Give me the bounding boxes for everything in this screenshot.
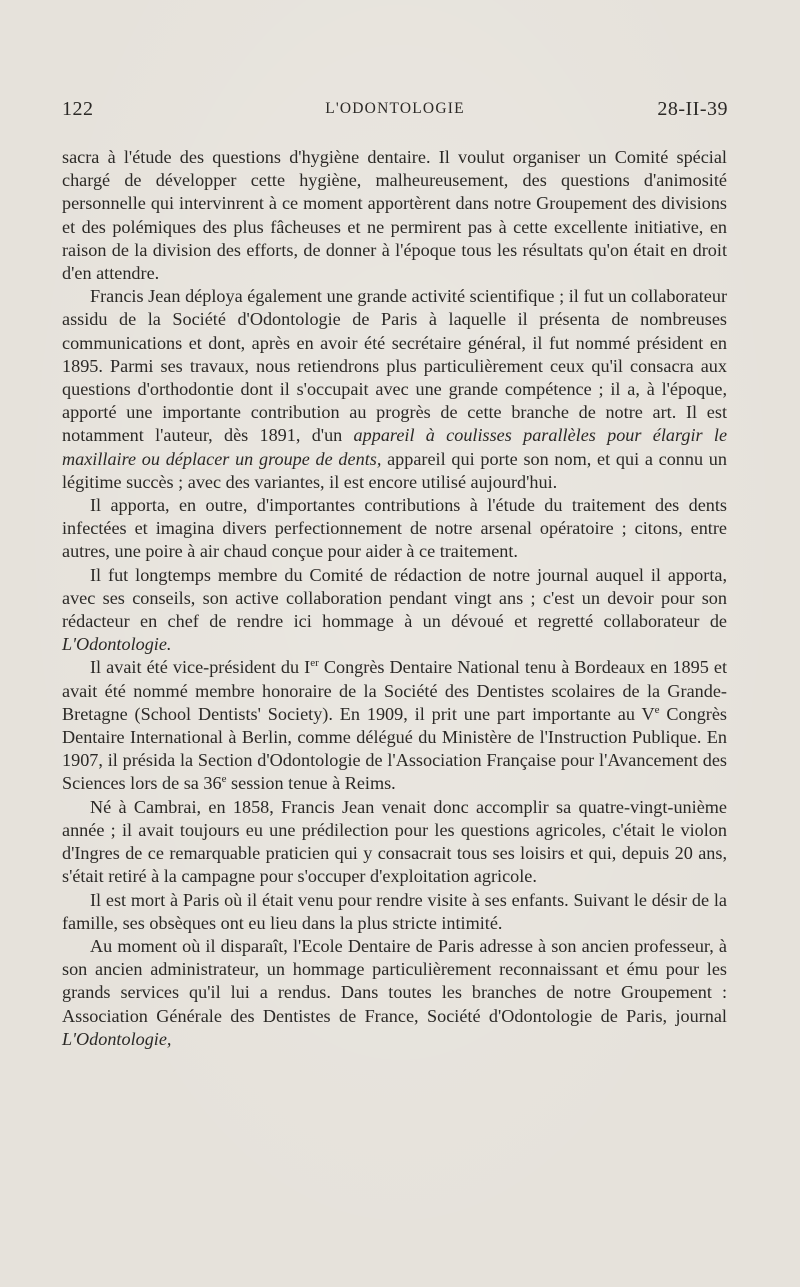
journal-title: L'ODONTOLOGIE [325,100,465,117]
paragraph-4 [62,564,727,657]
paragraph-8-text-start: Au moment où il disparaît, l'Ecole Dentaire de Paris adresse à son ancien professeur, à son ancien administrateur, un hommage particulièrement reconnaissant et ému pour les grands services qu'il lui a rendus. Dans toutes les branches de notre Groupement : Association Générale des Dentistes de France, Société d'Odontologie de Paris, journal [62,935,727,1026]
paragraph-5-text-c: Congrès Dentaire International à Berlin, comme délégué du Ministère de l'Instruction Publique. En 1907, il présida la Section d'Odontologie de l'Association Française pour l'Avancement des Sciences lors de sa 36 [62,703,727,794]
paragraph-1 [62,146,727,285]
paragraph-1-text: sacra à l'étude des questions d'hygiène dentaire. Il voulut organiser un Comité spécial chargé de développer cette hygiène, malheureusement, des questions d'animosité personnelle qui intervinrent à ce moment apportèrent dans notre Groupement des divisions et des polémiques des plus fâcheuses et ne permirent pas à cette excellente initiative, en raison de la division des efforts, de donner à l'époque tous les résultats qu'on était en droit d'en attendre. [62,147,727,284]
paragraph-8-italic-journal: L'Odontologie, [62,1028,172,1049]
paragraph-6-text: Né à Cambrai, en 1858, Francis Jean venait donc accomplir sa quatre-vingt-unième année ; il avait toujours eu une prédilection pour les questions agricoles, c'était le violon d'Ingres de ce remarquable praticien qui y consacrait tous ses loisirs et qui, depuis 20 ans, s'était retiré à la campagne pour s'occuper d'exploitation agricole. [62,796,727,887]
paragraph-4-text-start: Il fut longtemps membre du Comité de rédaction de notre journal auquel il apporta, avec ses conseils, son active collaboration pendant vingt ans ; c'est un devoir pour son rédacteur en chef de rendre ici hommage à un dévoué et regretté collaborateur de [62,564,727,632]
superscript-e-1: e [654,703,660,716]
paragraph-2-italic-title: appareil à coulisses parallèles pour élargir le maxillaire ou déplacer un groupe de dents, [62,425,728,469]
paragraph-3-text: Il apporta, en outre, d'importantes contributions à l'étude du traitement des dents infectées et imagina divers perfectionnement de notre arsenal opératoire ; citons, entre autres, une poire à air chaud conçue pour aider à ce traitement. [62,495,727,562]
superscript-e-2: e [221,773,227,786]
paragraph-7 [62,889,727,935]
superscript-er: er [310,657,319,670]
body-text [62,146,727,1051]
paragraph-4-italic-journal: L'Odontologie. [62,634,172,655]
paragraph-5-text-b: Congrès Dentaire National tenu à Bordeaux en 1895 et avait été nommé membre honoraire de la Société des Dentistes scolaires de la Grande-Bretagne (School Dentists' Society). En 1909, il prit une part importante au V [62,657,727,724]
paragraph-6 [62,796,727,889]
paragraph-3 [62,494,727,564]
paragraph-5-text-d: session tenue à Reims. [226,773,396,794]
issue-date: 28-II-39 [657,98,728,120]
paragraph-5-text-a: Il avait été vice-président du I [90,657,311,678]
paragraph-8 [62,935,727,1051]
paragraph-2-text-end: appareil qui porte son nom, et qui a connu un légitime succès ; avec des variantes, il est encore utilisé aujourd'hui. [62,448,727,492]
paragraph-7-text: Il est mort à Paris où il était venu pour rendre visite à ses enfants. Suivant le désir de la famille, ses obsèques ont eu lieu dans la plus stricte intimité. [62,889,727,933]
paragraph-5 [62,656,727,795]
paragraph-2-text-start: Francis Jean déploya également une grande activité scientifique ; il fut un collaborateur assidu de la Société d'Odontologie de Paris à laquelle il présenta de nombreuses communications et dont, après en avoir été secrétaire général, il fut nommé président en 1895. Parmi ses travaux, nous retiendrons plus particulièrement ceux qu'il consacra aux questions d'orthodontie dont il s'occupait avec une grande compétence ; il a, à l'époque, apporté une importante contribution au progrès de cette branche de notre art. Il est notamment l'auteur, dès 1891, d'un [62,286,727,446]
paragraph-2 [62,285,727,494]
page-number: 122 [62,98,94,120]
running-head [62,98,728,128]
